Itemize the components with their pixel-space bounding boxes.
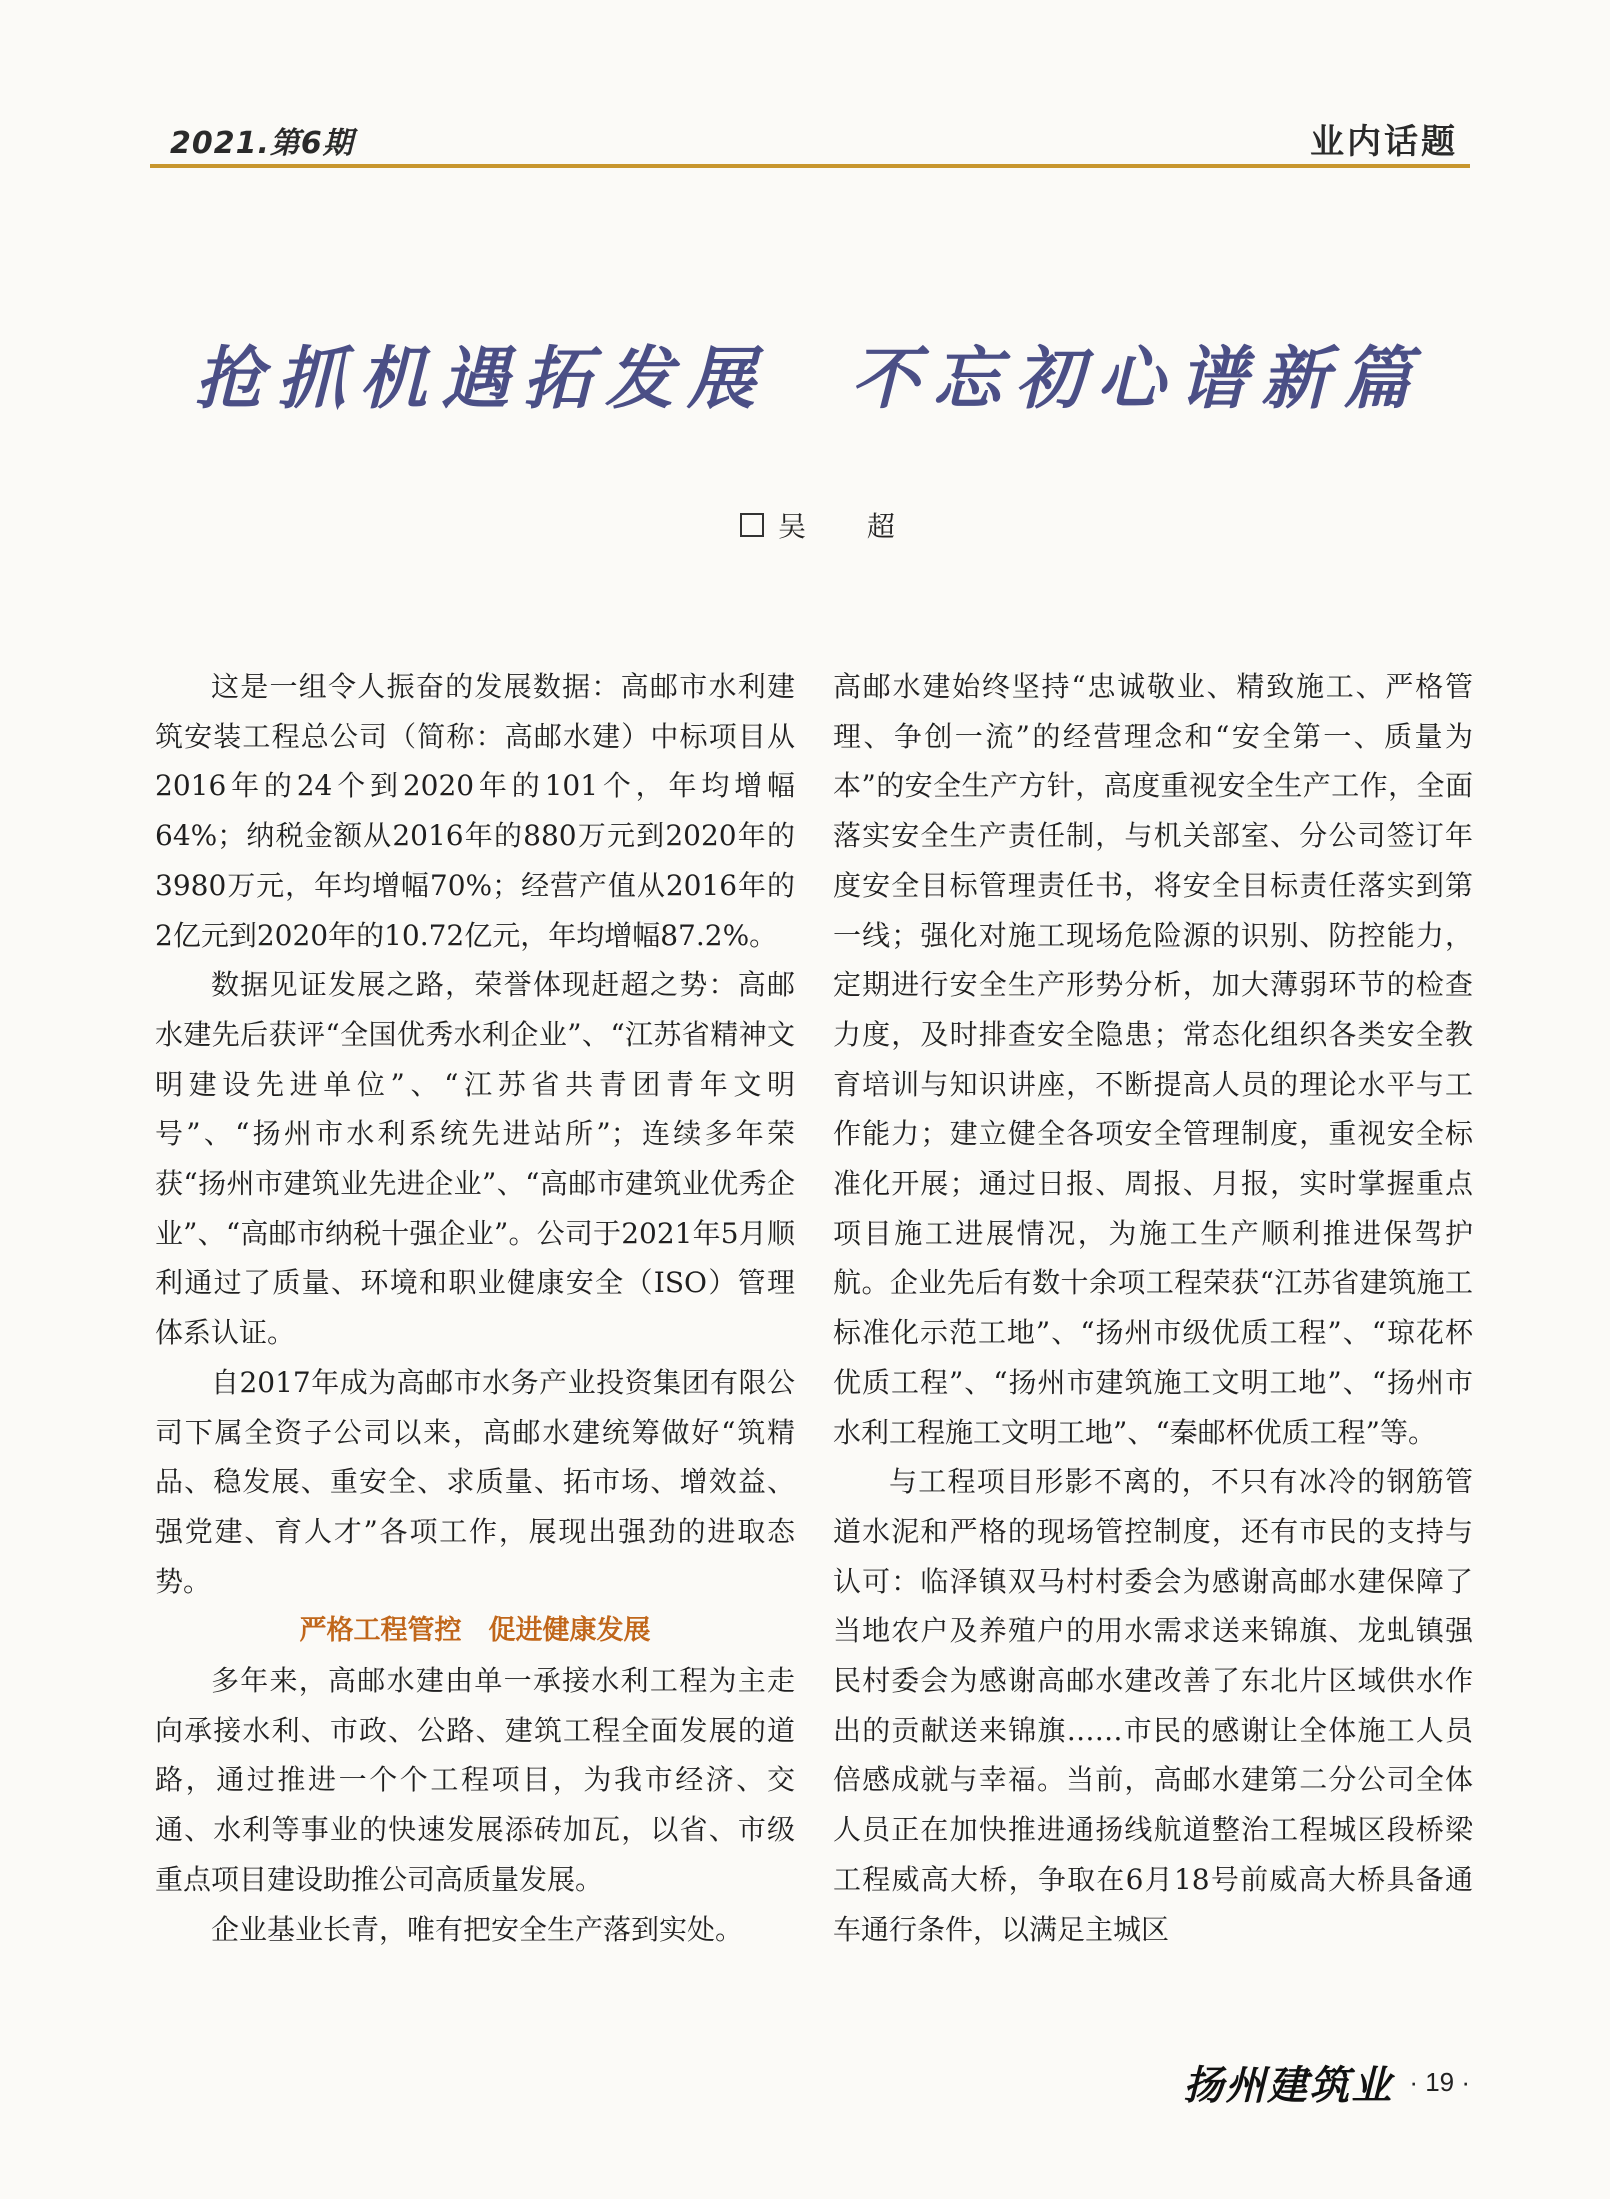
byline	[740, 505, 921, 545]
article-title: 抢抓机遇拓发展 不忘初心谱新篇	[194, 339, 1425, 419]
left-column	[155, 662, 795, 1954]
page-footer	[1170, 2052, 1470, 2112]
magazine-name: 扬州建筑业	[1183, 2061, 1394, 2109]
paragraph: 多年来，高邮水建由单一承接水利工程为主走向承接水利、市政、公路、建筑工程全面发展的道路，通过推进一个个工程项目，为我市经济、交通、水利等事业的快速发展添砖加瓦，以省、市级重点项目建设助推公司高质量发展。	[155, 1664, 795, 1896]
page-header	[150, 112, 1470, 164]
paragraph: 与工程项目形影不离的，不只有冰冷的钢筋管道水泥和严格的现场管控制度，还有市民的支持与认可：临泽镇双马村村委会为感谢高邮水建保障了当地农户及养殖户的用水需求送来锦旗、龙虬镇强民村委会为感谢高邮水建改善了东北片区域供水作出的贡献送来锦旗……市民的感谢让全体施工人员倍感成就与幸福。当前，高邮水建第二分公司全体人员正在加快推进通扬线航道整治工程城区段桥梁工程威高大桥，争取在6月18号前威高大桥具备通车通行条件，以满足主城区	[833, 1465, 1473, 1946]
paragraph: 高邮水建始终坚持“忠诚敬业、精致施工、严格管理、争创一流”的经营理念和“安全第一、质量为本”的安全生产方针，高度重视安全生产工作，全面落实安全生产责任制，与机关部室、分公司签订年度安全目标管理责任书，将安全目标责任落实到第一线；强化对施工现场危险源的识别、防控能力，定期进行安全生产形势分析，加大薄弱环节的检查力度，及时排查安全隐患；常态化组织各类安全教育培训与知识讲座，不断提高人员的理论水平与工作能力；建立健全各项安全管理制度，重视安全标准化开展；通过日报、周报、月报，实时掌握重点项目施工进展情况，为施工生产顺利推进保驾护航。企业先后有数十余项工程荣获“江苏省建筑施工标准化示范工地”、“扬州市级优质工程”、“琼花杯优质工程”、“扬州市建筑施工文明工地”、“扬州市水利工程施工文明工地”、“秦邮杯优质工程”等。	[833, 670, 1473, 1449]
paragraph: 数据见证发展之路，荣誉体现赶超之势：高邮水建先后获评“全国优秀水利企业”、“江苏省精神文明建设先进单位”、“江苏省共青团青年文明号”、“扬州市水利系统先进站所”；连续多年荣获“扬州市建筑业先进企业”、“高邮市建筑业优秀企业”、“高邮市纳税十强企业”。公司于2021年5月顺利通过了质量、环境和职业健康安全（ISO）管理体系认证。	[155, 968, 795, 1350]
issue-number: 2021.第6期	[170, 126, 354, 161]
subheading: 严格工程管控 促进健康发展	[299, 1615, 651, 1647]
byline-box-icon	[740, 513, 764, 537]
author-name: 吴 超	[778, 510, 921, 543]
section-title: 业内话题	[1310, 122, 1458, 162]
paragraph: 自2017年成为高邮市水务产业投资集团有限公司下属全资子公司以来，高邮水建统筹做好“筑精品、稳发展、重安全、求质量、拓市场、增效益、强党建、育人才”各项工作，展现出强劲的进取态势。	[155, 1365, 795, 1598]
paragraph: 这是一组令人振奋的发展数据：高邮市水利建筑安装工程总公司（简称：高邮水建）中标项目从2016年的24个到2020年的101个，年均增幅64%；纳税金额从2016年的880万元到2020年的3980万元，年均增幅70%；经营产值从2016年的2亿元到2020年的10.72亿元，年均增幅87.2%。	[155, 670, 795, 952]
paragraph: 企业基业长青，唯有把安全生产落到实处。	[211, 1912, 744, 1946]
right-column	[833, 662, 1473, 1954]
page-number: · 19 ·	[1409, 2066, 1470, 2097]
header-rule	[150, 164, 1470, 168]
